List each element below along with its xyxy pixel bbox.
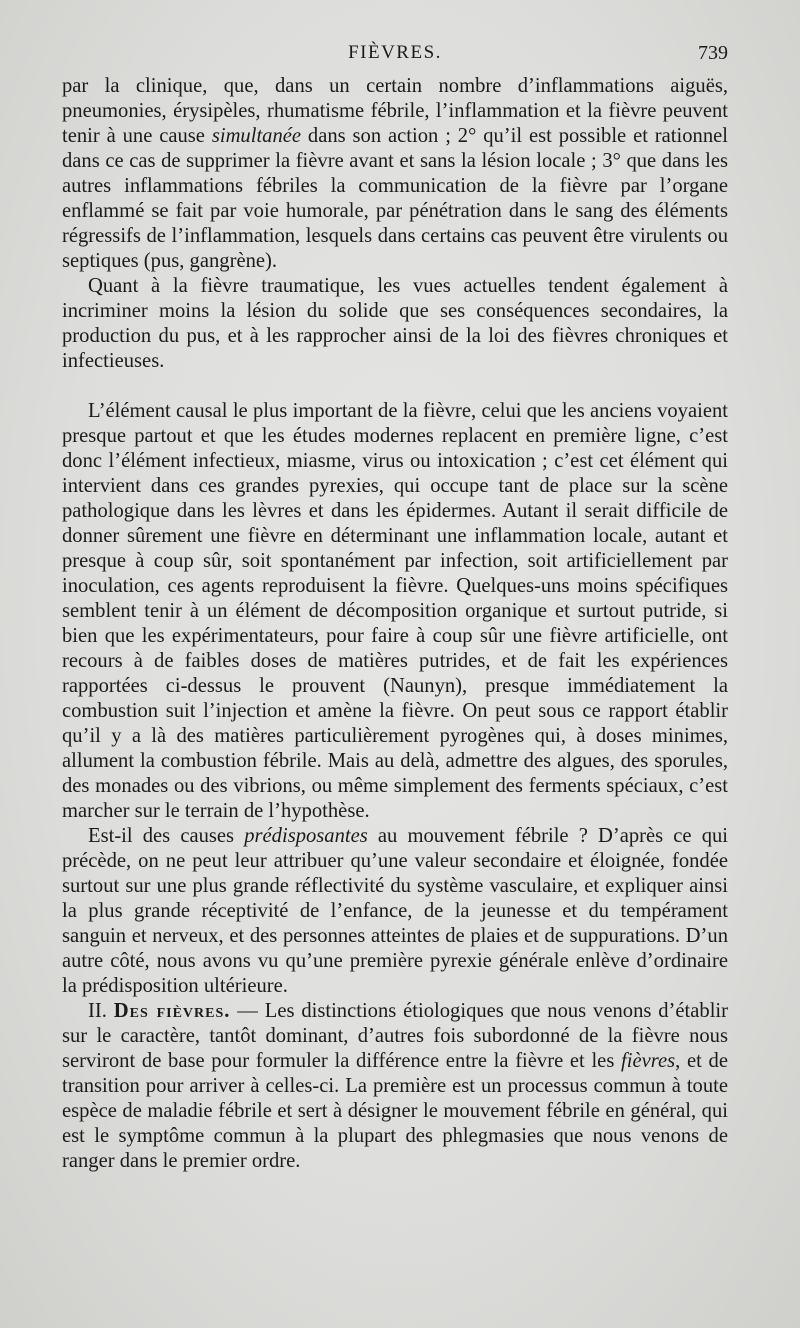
paragraph-5-italic: fièvres — [621, 1050, 676, 1072]
page-header — [62, 40, 728, 70]
paragraph-1 — [62, 74, 728, 274]
page-number: 739 — [698, 42, 728, 64]
page-body — [62, 74, 728, 1174]
paragraph-2: Quant à la fièvre traumatique, les vues actuelles tendent également à incriminer moins la lésion du solide que ses conséquences secondaires, la production du pus, et à les rapprocher ainsi de la loi des fièvres chroniques et infectieuses. — [62, 275, 728, 372]
paragraph-5-text-b: , et de transition pour arriver à celles-ci. La première est un processus commun à toute espèce de maladie fébrile et sert à désigner le mouvement fébrile en général, qui est le symptôme commun à la plupart des phlegmasies que nous venons de ranger dans le premier ordre. — [62, 1050, 728, 1172]
section-heading: Des fièvres. — [113, 1000, 231, 1022]
paragraph-1-text-b: dans son action ; 2° qu’il est possible et rationnel dans ce cas de supprimer la fièvre avant et sans la lésion locale ; 3° que dans les autres inflammations fébriles la communication de la fièvre par l’organe enflammé se fait par voie humorale, par pénétration dans le sang des éléments régressifs de l’inflammation, lesquels dans certains cas peuvent être virulents ou septiques (pus, gangrène). — [62, 125, 728, 272]
paragraph-5-text-a: — Les distinctions étiologiques que nous venons d’établir sur le caractère, tantôt dominant, d’autres fois subordonné de la fièvre nous serviront de base pour formuler la différence entre la fièvre et les — [62, 1000, 728, 1072]
paragraph-3: L’élément causal le plus important de la fièvre, celui que les anciens voyaient presque partout et que les études modernes replacent en première ligne, c’est donc l’élément infectieux, miasme, virus ou intoxication ; c’est cet élément qui intervient dans ces grandes pyrexies, qui occupe tant de place sur la scène pathologique dans les lèvres et dans les épidermes. Autant il serait difficile de donner sûrement une fièvre en déterminant une inflammation locale, autant et presque à coup sûr, soit spontanément par infection, soit artificiellement par inoculation, ces agents reproduisent la fièvre. Quelques-uns moins spécifiques semblent tenir à un élément de décomposition organique et surtout putride, si bien que les expérimentateurs, pour faire à coup sûr une fièvre artificielle, ont recours à de faibles doses de matières putrides, et de fait les expériences rapportées ci-dessus le prouvent (Naunyn), presque immédiatement la combustion suit l’injection et amène la fièvre. On peut sous ce rapport établir qu’il y a là des matières particulièrement pyrogènes qui, à doses minimes, allument la combustion fébrile. Mais au delà, admettre des algues, des sporules, des monades ou des vibrions, ou même simplement des ferments spéciaux, c’est marcher sur le terrain de l’hypothèse. — [62, 400, 728, 822]
paragraph-4-italic: prédisposantes — [244, 825, 368, 847]
paragraph-1-text-a: par la clinique, que, dans un certain nombre d’inflammations aiguës, pneumonies, érysipèles, rhumatisme fébrile, l’inflammation et la fièvre peuvent tenir à une cause — [62, 75, 728, 147]
paragraph-4-text-a: Est-il des causes — [88, 825, 245, 847]
section-number: II. — [88, 1000, 114, 1022]
paragraph-1-italic: simultanée — [211, 125, 302, 147]
paragraph-4 — [62, 824, 728, 999]
running-title: FIÈVRES. — [348, 42, 442, 63]
paragraph-4-text-b: au mouvement fébrile ? D’après ce qui précède, on ne peut leur attribuer qu’une valeur secondaire et éloignée, fondée surtout sur une plus grande réflectivité du système vasculaire, et expliquer ainsi la plus grande réceptivité de l’enfance, de la jeunesse et du tempérament sanguin et nerveux, et des personnes atteintes de plaies et de suppurations. D’un autre côté, nous avons vu qu’une première pyrexie générale enlève d’ordinaire la prédisposition ultérieure. — [62, 825, 729, 997]
paragraph-5 — [62, 999, 728, 1174]
